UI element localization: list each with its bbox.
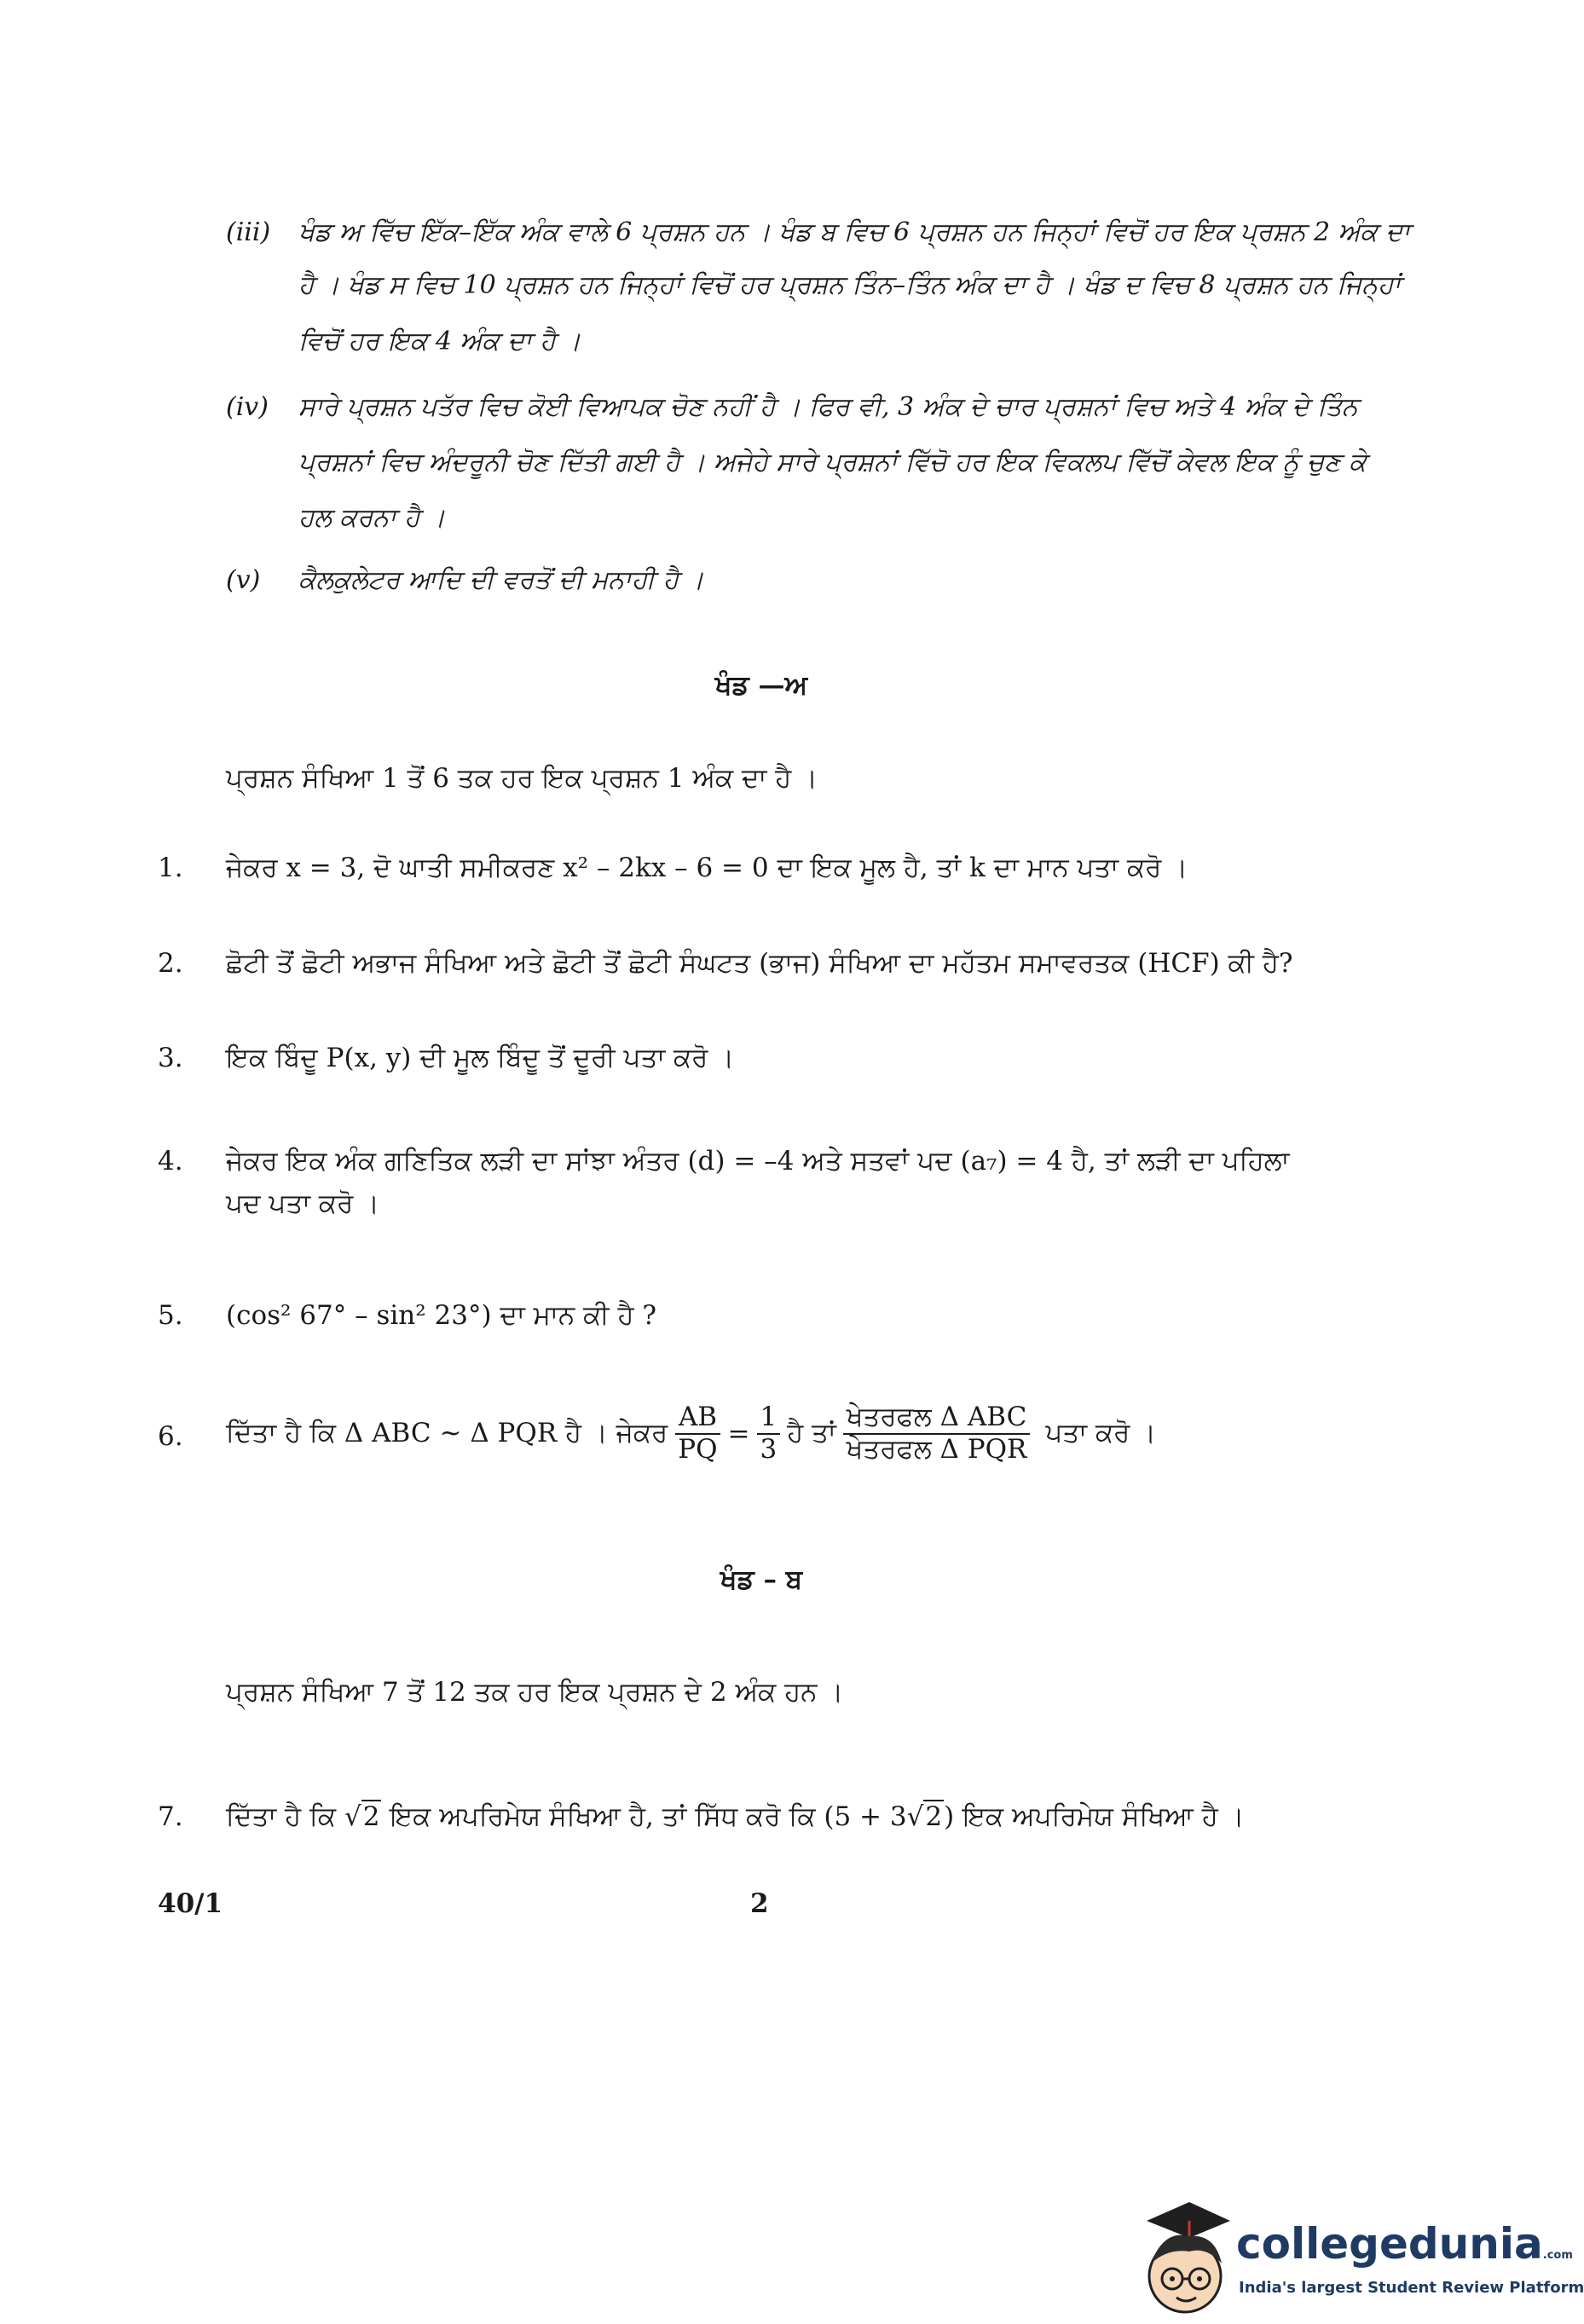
equals-sign: = <box>727 1418 750 1449</box>
instruction-line: ਪ੍ਰਸ਼ਨਾਂ ਵਿਚ ਅੰਦਰੂਨੀ ਚੋਣ ਦਿੱਤੀ ਗਈ ਹੈ । ਅਜੇਹੇ ਸਾਰੇ ਪ੍ਰਸ਼ਨਾਂ ਵਿੱਚੋ ਹਰ ਇਕ ਵਿਕਲਪ ਵਿੱਚੋਂ ਕੇਵਲ ਇਕ ਨੂੰ ਚੁਣ ਕੇ <box>298 448 1367 477</box>
question-number: 4. <box>158 1146 183 1176</box>
logo-tagline: India's largest Student Review Platform <box>1239 2279 1584 2297</box>
question-text: ਜੇਕਰ x = 3, ਦੋ ਘਾਤੀ ਸਮੀਕਰਣ x² – 2kx – 6 = 0 ਦਾ ਇਕ ਮੂਲ ਹੈ, ਤਾਂ k ਦਾ ਮਾਨ ਪਤਾ ਕਰੋ । <box>226 853 1188 883</box>
instruction-line: ਕੈਲਕੁਲੇਟਰ ਆਦਿ ਦੀ ਵਰਤੋਂ ਦੀ ਮਨਾਹੀ ਹੈ । <box>298 565 704 595</box>
question-number: 7. <box>158 1801 183 1832</box>
instruction-line: ਵਿਚੋਂ ਹਰ ਇਕ 4 ਅੰਕ ਦਾ ਹੈ । <box>298 327 581 356</box>
question-text <box>226 1801 1245 1833</box>
fraction-denominator: PQ <box>678 1433 718 1465</box>
instruction-line: ਖੰਡ ਅ ਵਿੱਚ ਇੱਕ–ਇੱਕ ਅੰਕ ਵਾਲੇ 6 ਪ੍ਰਸ਼ਨ ਹਨ । ਖੰਡ ਬ ਵਿਚ 6 ਪ੍ਰਸ਼ਨ ਹਨ ਜਿਨ੍ਹਾਂ ਵਿਚੋਂ ਹਰ ਇਕ ਪ੍ਰਸ਼ਨ 2 ਅੰਕ ਦਾ <box>298 217 1410 247</box>
collegedunia-logo <box>1130 2195 1584 2323</box>
section-a-title: ਖੰਡ —ਅ <box>714 670 808 701</box>
radicand: 2 <box>925 1801 943 1832</box>
question-7-suffix: ) ਇਕ ਅਪਰਿਮੇਯ ਸੰਖਿਆ ਹੈ । <box>944 1801 1245 1832</box>
fraction-one-third <box>757 1402 781 1465</box>
instruction-line: ਹਲ ਕਰਨਾ ਹੈ । <box>298 503 446 533</box>
fraction-denominator: ਖੇਤਰਫਲ Δ PQR <box>846 1433 1027 1465</box>
question-text <box>226 1402 1156 1465</box>
instruction-number: (v) <box>226 565 261 595</box>
instruction-line: ਹੈ । ਖੰਡ ਸ ਵਿਚ 10 ਪ੍ਰਸ਼ਨ ਹਨ ਜਿਨ੍ਹਾਂ ਵਿਚੋਂ ਹਰ ਪ੍ਰਸ਼ਨ ਤਿੰਨ–ਤਿੰਨ ਅੰਕ ਦਾ ਹੈ । ਖੰਡ ਦ ਵਿਚ 8 ਪ੍ਰਸ਼ਨ ਹਨ ਜਿਨ੍ਹਾਂ <box>298 270 1401 300</box>
section-b-title: ਖੰਡ – ਬ <box>720 1564 803 1595</box>
fraction-numerator: AB <box>675 1402 720 1435</box>
fraction-numerator: 1 <box>757 1402 781 1435</box>
fraction-denominator: 3 <box>760 1433 778 1465</box>
question-number: 2. <box>158 948 183 979</box>
page-number: 2 <box>750 1888 769 1919</box>
question-text: ਇਕ ਬਿੰਦੂ P(x, y) ਦੀ ਮੂਲ ਬਿੰਦੂ ਤੋਂ ਦੂਰੀ ਪਤਾ ਕਰੋ । <box>226 1043 735 1073</box>
instruction-line: ਸਾਰੇ ਪ੍ਰਸ਼ਨ ਪਤੱਰ ਵਿਚ ਕੋਈ ਵਿਆਪਕ ਚੋਣ ਨਹੀਂ ਹੈ । ਫਿਰ ਵੀ, 3 ਅੰਕ ਦੇ ਚਾਰ ਪ੍ਰਸ਼ਨਾਂ ਵਿਚ ਅਤੇ 4 ਅੰਕ ਦੇ ਤਿੰਨ <box>298 392 1358 422</box>
fraction-numerator: ਖੇਤਰਫਲ Δ ABC <box>843 1402 1030 1435</box>
question-text: ਛੋਟੀ ਤੋਂ ਛੋਟੀ ਅਭਾਜ ਸੰਖਿਆ ਅਤੇ ਛੋਟੀ ਤੋਂ ਛੋਟੀ ਸੰਘਟਤ (ਭਾਜ) ਸੰਖਿਆ ਦਾ ਮਹੱਤਮ ਸਮਾਵਰਤਕ (HCF) ਕੀ ਹੈ? <box>226 948 1293 979</box>
question-6-middle: ਹੈ ਤਾਂ <box>787 1418 836 1449</box>
section-b-note: ਪ੍ਰਸ਼ਨ ਸੰਖਿਆ 7 ਤੋਂ 12 ਤਕ ਹਰ ਇਕ ਪ੍ਰਸ਼ਨ ਦੇ 2 ਅੰਕ ਹਨ । <box>226 1677 844 1708</box>
question-7-prefix: ਦਿੱਤਾ ਹੈ ਕਿ <box>226 1801 337 1832</box>
radicand: 2 <box>362 1801 380 1832</box>
logo-suffix: .com <box>1542 2249 1573 2262</box>
question-number: 6. <box>158 1421 183 1452</box>
question-text: (cos² 67° – sin² 23°) ਦਾ ਮਾਨ ਕੀ ਹੈ ? <box>226 1300 656 1331</box>
question-text: ਜੇਕਰ ਇਕ ਅੰਕ ਗਣਿਤਿਕ ਲੜੀ ਦਾ ਸਾਂਝਾ ਅੰਤਰ (d) = –4 ਅਤੇ ਸਤਵਾਂ ਪਦ (a₇) = 4 ਹੈ, ਤਾਂ ਲੜੀ ਦਾ ਪਹਿਲਾ <box>226 1146 1290 1176</box>
fraction-area-ratio <box>843 1402 1031 1465</box>
fraction-ab-pq <box>674 1402 720 1465</box>
section-a-note: ਪ੍ਰਸ਼ਨ ਸੰਖਿਆ 1 ਤੋਂ 6 ਤਕ ਹਰ ਇਕ ਪ੍ਰਸ਼ਨ 1 ਅੰਕ ਦਾ ਹੈ । <box>226 763 818 794</box>
question-number: 5. <box>158 1300 183 1331</box>
student-mascot-icon <box>1130 2195 1232 2323</box>
question-7-middle: ਇਕ ਅਪਰਿਮੇਯ ਸੰਖਿਆ ਹੈ, ਤਾਂ ਸਿੱਧ ਕਰੋ ਕਿ (5 + 3 <box>390 1801 907 1832</box>
logo-word: collegedunia <box>1236 2219 1543 2269</box>
logo-wordmark <box>1236 2219 1573 2269</box>
question-text-continued: ਪਦ ਪਤਾ ਕਰੋ । <box>226 1188 380 1219</box>
sqrt-2: √2 <box>344 1801 380 1832</box>
question-6-suffix: ਪਤਾ ਕਰੋ । <box>1045 1418 1157 1449</box>
question-6-prefix: ਦਿੱਤਾ ਹੈ ਕਿ Δ ABC ~ Δ PQR ਹੈ । ਜੇਕਰ <box>226 1418 668 1449</box>
question-number: 3. <box>158 1043 183 1073</box>
instruction-number: (iv) <box>226 392 269 422</box>
instruction-number: (iii) <box>226 217 271 247</box>
sqrt-2: √2 <box>906 1801 943 1832</box>
question-number: 1. <box>158 853 183 883</box>
paper-code: 40/1 <box>158 1888 223 1919</box>
